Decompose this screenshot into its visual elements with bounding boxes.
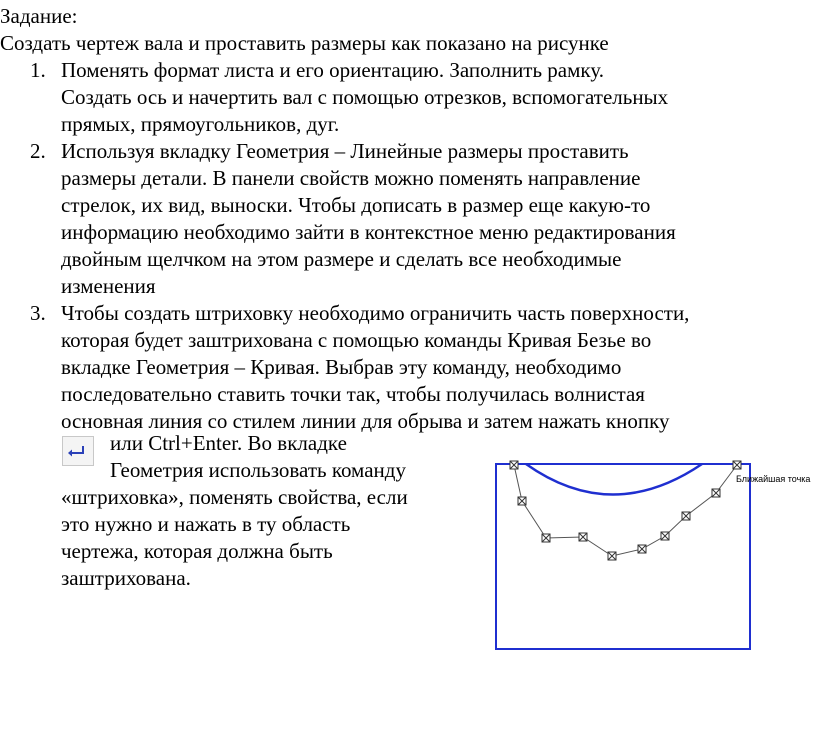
task-intro: Создать чертеж вала и проставить размеры как показано на рисунке	[0, 31, 609, 55]
snap-label: Ближайшая точка	[736, 474, 811, 484]
item-2-line: Используя вкладку Геометрия – Линейные размеры проставить	[61, 139, 629, 163]
control-point-marker[interactable]	[608, 552, 616, 560]
item-3-line: вкладке Геометрия – Кривая. Выбрав эту команду, необходимо	[61, 355, 622, 379]
item-3-after-button-line: Геометрия использовать команду	[110, 458, 406, 482]
control-point-marker[interactable]	[510, 461, 518, 469]
item-1-number: 1.	[30, 58, 46, 82]
enter-arrow-icon	[63, 437, 93, 465]
control-point-marker[interactable]	[712, 489, 720, 497]
control-point-marker[interactable]	[542, 534, 550, 542]
item-3-continuation-line: чертежа, которая должна быть	[61, 539, 333, 563]
control-point-marker[interactable]	[518, 497, 526, 505]
control-point-marker[interactable]	[733, 461, 741, 469]
item-1-line: Поменять формат листа и его ориентацию. Заполнить рамку.	[61, 58, 604, 82]
item-2-number: 2.	[30, 139, 46, 163]
item-2-line: двойным щелчком на этом размере и сделать все необходимые	[61, 247, 622, 271]
item-2-line: информацию необходимо зайти в контекстное меню редактирования	[61, 220, 676, 244]
item-2-line: изменения	[61, 274, 156, 298]
item-3-after-button-line: или Ctrl+Enter. Во вкладке	[110, 431, 347, 455]
control-point-marker[interactable]	[682, 512, 690, 520]
item-3-line: Чтобы создать штриховку необходимо ограничить часть поверхности,	[61, 301, 690, 325]
item-3-line: основная линия со стилем линии для обрыва и затем нажать кнопку	[61, 409, 670, 433]
item-2-line: размеры детали. В панели свойств можно поменять направление	[61, 166, 641, 190]
item-1-text	[61, 57, 668, 138]
item-2-text	[61, 138, 676, 300]
item-3-text	[61, 300, 689, 435]
item-1-line: прямых, прямоугольников, дуг.	[61, 112, 340, 136]
item-3-continuation-line: «штриховка», поменять свойства, если	[61, 485, 408, 509]
item-3-continuation	[61, 484, 408, 592]
drawing-arc	[526, 464, 702, 495]
item-3-number: 3.	[30, 301, 46, 325]
item-2-line: стрелок, их вид, выноски. Чтобы дописать в размер еще какую-то	[61, 193, 651, 217]
drawing-area	[490, 455, 816, 655]
control-point-marker[interactable]	[661, 532, 669, 540]
task-header: Задание:	[0, 4, 78, 28]
control-point-marker[interactable]	[579, 533, 587, 541]
control-point-marker[interactable]	[638, 545, 646, 553]
item-1-line: Создать ось и начертить вал с помощью отрезков, вспомогательных	[61, 85, 669, 109]
enter-button[interactable]	[62, 436, 94, 466]
item-3-continuation-line: заштрихована.	[61, 566, 191, 590]
item-3-line: последовательно ставить точки так, чтобы получилась волнистая	[61, 382, 645, 406]
item-3-line: которая будет заштрихована с помощью команды Кривая Безье во	[61, 328, 652, 352]
item-3-continuation-line: это нужно и нажать в ту область	[61, 512, 351, 536]
